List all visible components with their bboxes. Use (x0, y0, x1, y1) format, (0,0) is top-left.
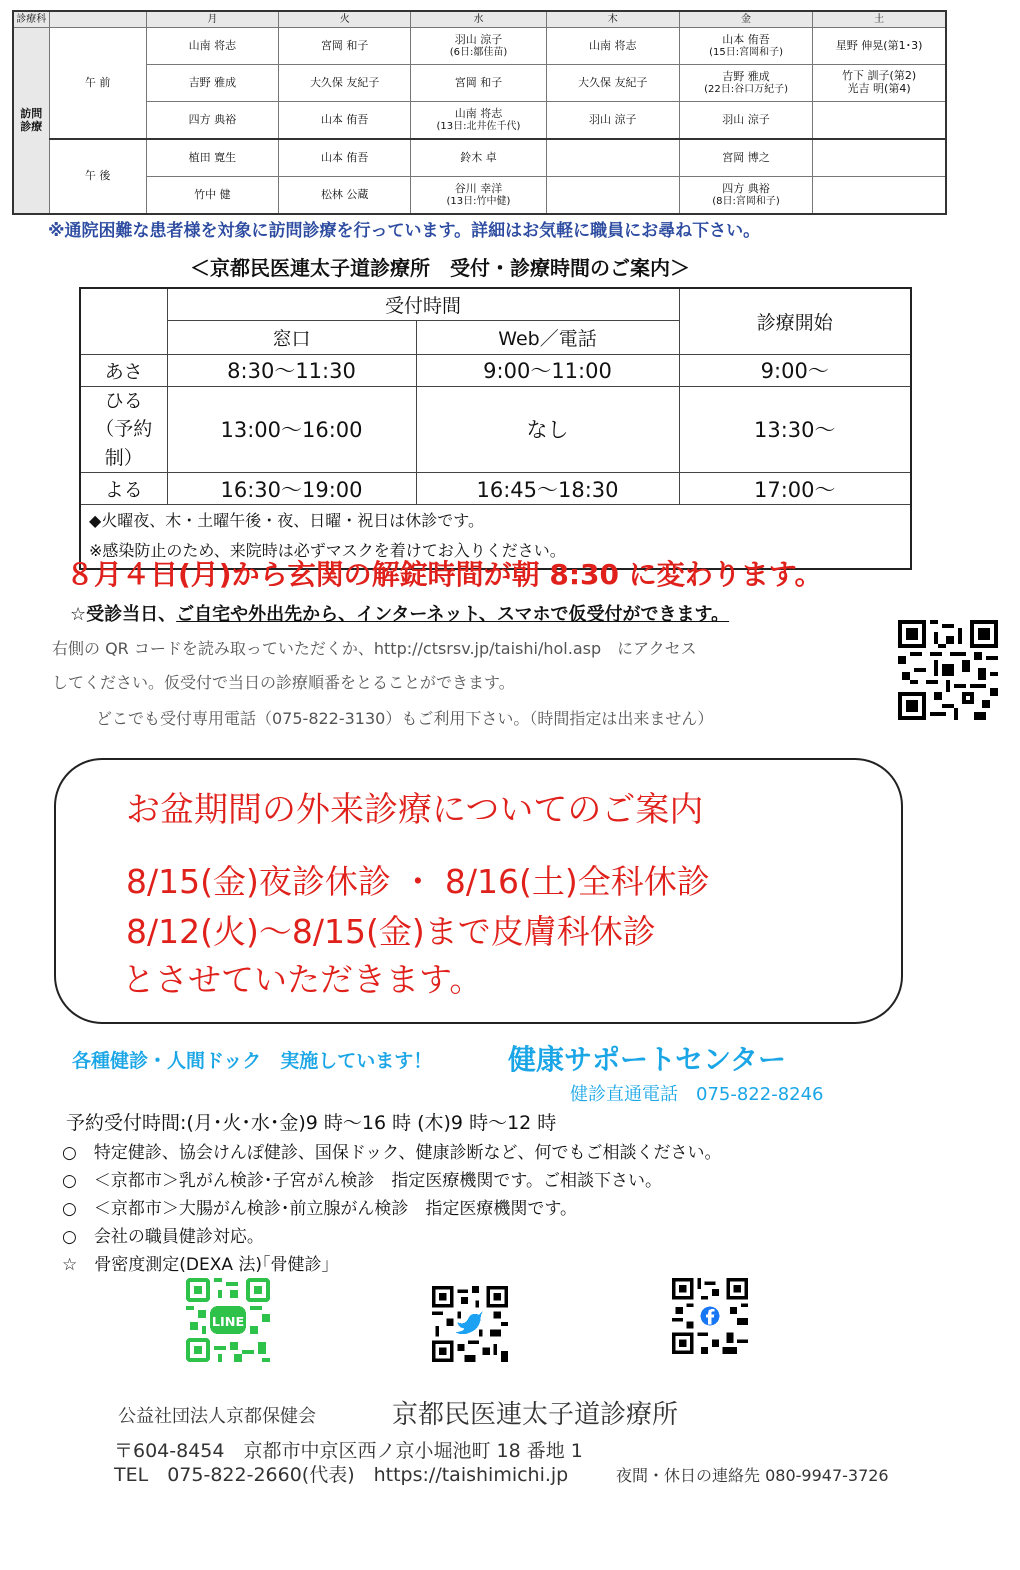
table-row (13, 177, 946, 215)
cell: 宮岡 和子 (279, 28, 411, 65)
obon-line-1: 8/15(金)夜診休診 ・ 8/16(土)全科休診 (126, 862, 710, 901)
cell: なし (416, 386, 679, 473)
cell: 17:00～ (679, 473, 911, 505)
twitter-qr-code-icon[interactable] (432, 1286, 508, 1362)
cell: 星野 伸晃(第1･3) (813, 28, 946, 65)
cell: 松林 公蔵 (279, 177, 411, 215)
cell: 8:30～11:30 (167, 354, 416, 386)
cell: 山本 侑吾 (279, 102, 411, 140)
header-fri: 金 (679, 11, 812, 28)
header-blank (49, 11, 146, 28)
table-row (80, 354, 911, 386)
cell: 山南 将志 (546, 28, 679, 65)
health-phone: 健診直通電話 075-822-8246 (570, 1084, 824, 1105)
cell: 羽山 涼子 (546, 102, 679, 140)
visit-schedule-table (12, 10, 947, 215)
header-mon: 月 (146, 11, 278, 28)
visit-note: ※通院困難な患者様を対象に訪問診療を行っています。詳細はお気軽に職員にお尋ね下さい。 (48, 221, 761, 241)
address: 〒604-8454 京都市中京区西ノ京小堀池町 18 番地 1 (114, 1440, 583, 1462)
row-label: あさ (80, 354, 167, 386)
cell (546, 139, 679, 177)
web-header: Web／電話 (416, 320, 679, 354)
row-label: ひる （予約制） (80, 386, 167, 473)
obon-notice-box (54, 758, 903, 1024)
org-name: 公益社団法人京都保健会 (118, 1406, 316, 1427)
table-row (80, 386, 911, 473)
list-item: ○ 特定健診、協会けんぽ健診、国保ドック、健康診断など、何でもご相談ください。 (62, 1143, 722, 1163)
row-label: よる (80, 473, 167, 505)
header-wed: 水 (411, 11, 546, 28)
line-qr-code-icon[interactable] (186, 1278, 270, 1362)
header-dept: 診療科 (13, 11, 49, 28)
cell: 鈴木 卓 (411, 139, 546, 177)
cell: 大久保 友紀子 (546, 65, 679, 102)
list-item: ○ 会社の職員健診対応。 (62, 1227, 264, 1247)
cell: 山本 侑吾 (279, 139, 411, 177)
reception-header: 受付時間 (167, 288, 679, 320)
unlock-time-headline: ８月４日(月)から玄関の解錠時間が朝 8:30 に変わります。 (66, 558, 823, 591)
online-reception-lead: ☆受診当日、ご自宅や外出先から、インターネット、スマホで仮受付ができます。 (70, 604, 730, 625)
health-reservation-hours: 予約受付時間:(月･火･水･金)9 時～16 時 (木)9 時～12 時 (66, 1112, 557, 1134)
cell: 四方 典裕 (8日:宮岡和子) (679, 177, 812, 215)
cell: 13:30～ (679, 386, 911, 473)
cell: 山南 将志 (13日:北井佐千代) (411, 102, 546, 140)
cell: 吉野 雅成 (146, 65, 278, 102)
cell: 16:30～19:00 (167, 473, 416, 505)
cell: 宮岡 博之 (679, 139, 812, 177)
cell: 竹中 健 (146, 177, 278, 215)
online-instruction-1: 右側の QR コードを読み取っていただくか、http://ctsrsv.jp/taishi/hol.asp にアクセス (52, 639, 697, 658)
cell (546, 177, 679, 215)
night-contact: 夜間・休日の連絡先 080-9947-3726 (616, 1466, 889, 1485)
header-thu: 木 (546, 11, 679, 28)
cell: 9:00～11:00 (416, 354, 679, 386)
cell (813, 102, 946, 140)
cell: 吉野 雅成 (22日:谷口万紀子) (679, 65, 812, 102)
cell: 羽山 涼子 (6日:鄒佳苗) (411, 28, 546, 65)
facebook-qr-code-icon[interactable] (672, 1278, 748, 1354)
cell (813, 139, 946, 177)
cell: 16:45～18:30 (416, 473, 679, 505)
obon-line-2: 8/12(火)～8/15(金)まで皮膚科休診 (126, 912, 656, 951)
list-item: ○ ＜京都市＞大腸がん検診･前立腺がん検診 指定医療機関です。 (62, 1199, 577, 1219)
cell: 宮岡 和子 (411, 65, 546, 102)
cell: 竹下 訓子(第2) 光吉 明(第4) (813, 65, 946, 102)
header-tue: 火 (279, 11, 411, 28)
obon-line-3: とさせていただきます。 (122, 960, 483, 999)
start-header: 診療開始 (679, 288, 911, 354)
table-row (13, 102, 946, 140)
cell: 山本 侑吾 (15日:宮岡和子) (679, 28, 812, 65)
reception-qr-code-icon[interactable] (898, 620, 998, 720)
cell: 9:00～ (679, 354, 911, 386)
cell: 大久保 友紀子 (279, 65, 411, 102)
online-instruction-3: どこでも受付専用電話（075-822-3130）もご利用下さい。（時間指定は出来ません） (96, 709, 714, 728)
obon-title: お盆期間の外来診療についてのご案内 (126, 790, 704, 830)
list-item: ○ ＜京都市＞乳がん検診･子宮がん検診 指定医療機関です。ご相談下さい。 (62, 1171, 662, 1191)
health-lead: 各種健診・人間ドック 実施しています！ (72, 1050, 433, 1072)
table-row (13, 139, 946, 177)
clinic-name: 京都民医連太子道診療所 (392, 1400, 679, 1430)
header-sat: 土 (813, 11, 946, 28)
dept-label: 訪問 診療 (13, 28, 49, 215)
hours-table (79, 287, 912, 570)
list-item: ☆ 骨密度測定(DEXA 法)｢骨健診｣ (62, 1255, 331, 1275)
closed-note: ◆火曜夜、木・土曜午後・夜、日曜・祝日は休診です。 (89, 511, 485, 531)
online-instruction-2: してください。仮受付で当日の診療順番をとることができます。 (52, 673, 515, 692)
pm-label: 午 後 (49, 139, 146, 214)
cell: 植田 寛生 (146, 139, 278, 177)
mask-note: ※感染防止のため、来院時は必ずマスクを着けてお入りください。 (89, 541, 566, 561)
window-header: 窓口 (167, 320, 416, 354)
cell (813, 177, 946, 215)
cell: 谷川 幸洋 (13日:竹中健) (411, 177, 546, 215)
health-center-title: 健康サポートセンター (508, 1043, 787, 1076)
corner-cell (80, 288, 167, 354)
cell: 四方 典裕 (146, 102, 278, 140)
phone-and-url: TEL 075-822-2660(代表) https://taishimichi.jp (114, 1464, 569, 1486)
table-row (13, 65, 946, 102)
hours-title: ＜京都民医連太子道診療所 受付・診療時間のご案内＞ (190, 256, 690, 280)
table-row (80, 473, 911, 505)
cell: 山南 将志 (146, 28, 278, 65)
table-row (13, 28, 946, 65)
am-label: 午 前 (49, 28, 146, 140)
cell: 13:00～16:00 (167, 386, 416, 473)
line-label: LINE (211, 1315, 245, 1330)
cell: 羽山 涼子 (679, 102, 812, 140)
